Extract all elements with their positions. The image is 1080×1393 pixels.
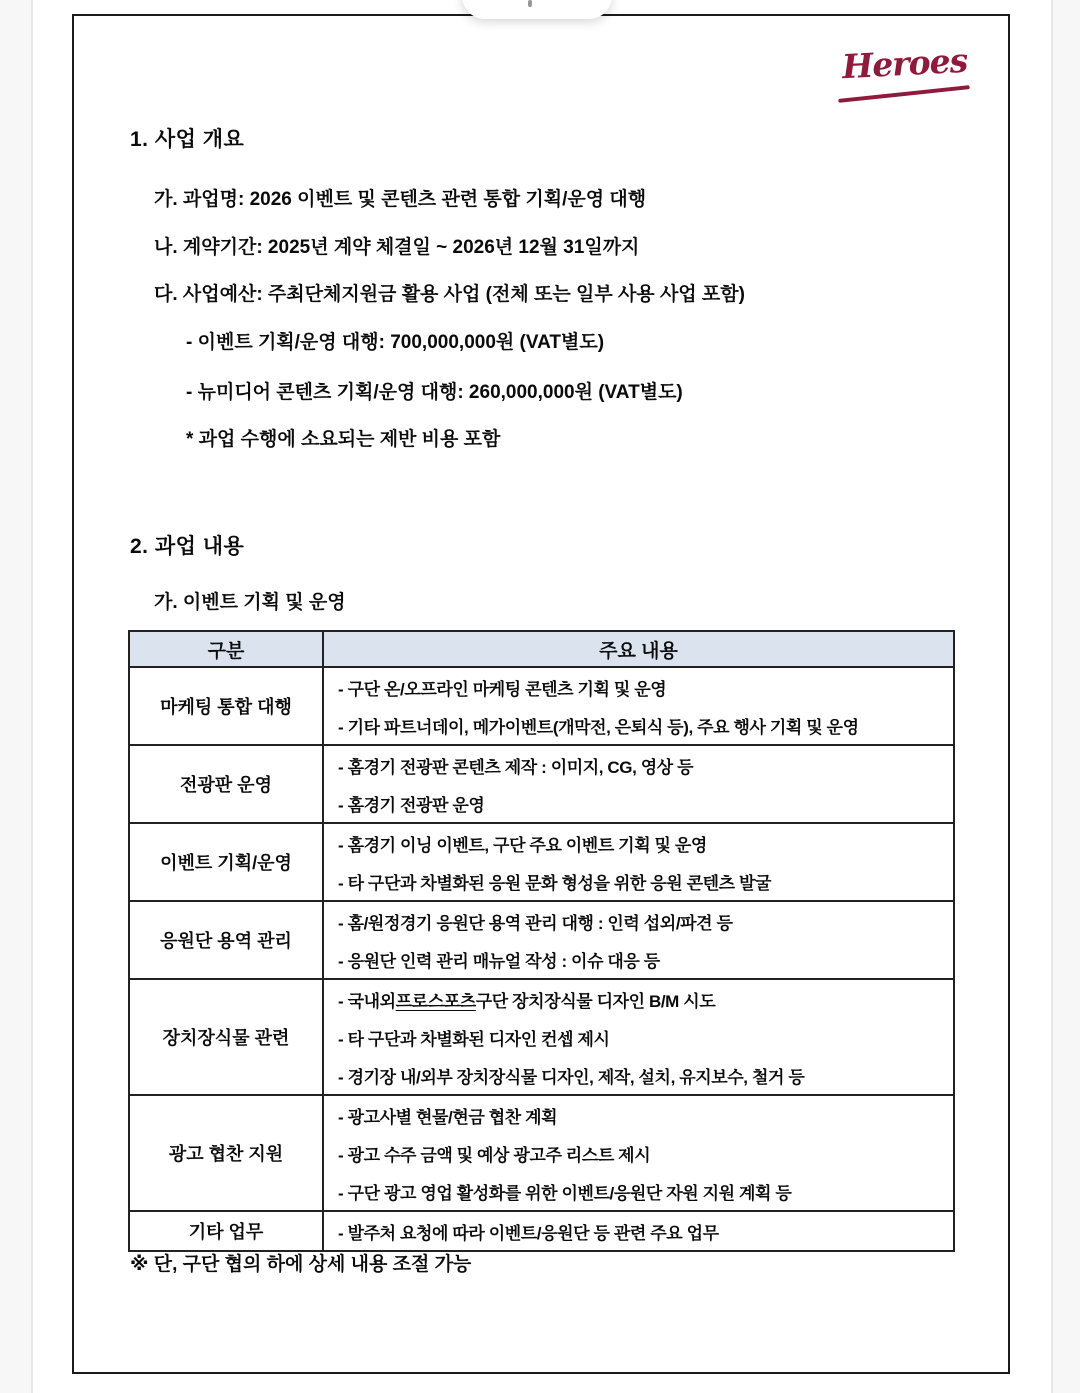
table-cell-details xyxy=(323,667,954,745)
section1-item-contract-period: 나. 계약기간: 2025년 계약 체결일 ~ 2026년 12월 31일까지 xyxy=(154,237,640,258)
detail-line: - 타 구단과 차별화된 응원 문화 형성을 위한 응원 콘텐츠 발굴 xyxy=(338,873,772,893)
table-cell-category: 기타 업무 xyxy=(129,1211,323,1251)
detail-line: - 발주처 요청에 따라 이벤트/응원단 등 관련 주요 업무 xyxy=(338,1223,719,1243)
section1-item-budget: 다. 사업예산: 주최단체지원금 활용 사업 (전체 또는 일부 사용 사업 포함) xyxy=(154,284,745,305)
table-row xyxy=(129,745,954,823)
table-cell-category: 장치장식물 관련 xyxy=(129,979,323,1095)
table-cell-category: 응원단 용역 관리 xyxy=(129,901,323,979)
detail-line: - 구단 온/오프라인 마케팅 콘텐츠 기획 및 운영 xyxy=(338,679,667,699)
detail-line: - 경기장 내/외부 장치장식물 디자인, 제작, 설치, 유지보수, 철거 등 xyxy=(338,1067,805,1087)
table-cell-details xyxy=(323,1095,954,1211)
heroes-logo-swoosh-icon xyxy=(838,85,970,103)
table-cell-category: 광고 협찬 지원 xyxy=(129,1095,323,1211)
heroes-logo-text: Heroes xyxy=(841,40,969,87)
detail-line: - 홈경기 전광판 운영 xyxy=(338,795,485,815)
budget-sub-item-event: - 이벤트 기획/운영 대행: 700,000,000원 (VAT별도) xyxy=(186,332,605,353)
toolbar-handle-icon xyxy=(528,0,532,7)
table-cell-category: 전광판 운영 xyxy=(129,745,323,823)
table-row xyxy=(129,823,954,901)
detail-line: - 타 구단과 차별화된 디자인 컨셉 제시 xyxy=(338,1029,610,1049)
detail-line: - 홈경기 이닝 이벤트, 구단 주요 이벤트 기획 및 운영 xyxy=(338,835,707,855)
table-cell-category: 마케팅 통합 대행 xyxy=(129,667,323,745)
table-row xyxy=(129,1211,954,1251)
table-cell-details xyxy=(323,979,954,1095)
budget-note: * 과업 수행에 소요되는 제반 비용 포함 xyxy=(186,429,501,450)
detail-line: - 응원단 인력 관리 매뉴얼 작성 : 이슈 대응 등 xyxy=(338,951,660,971)
floating-toolbar[interactable] xyxy=(462,0,612,19)
section2-title: 2. 과업 내용 xyxy=(130,535,245,558)
table-cell-details xyxy=(323,901,954,979)
budget-sub-item-newmedia: - 뉴미디어 콘텐츠 기획/운영 대행: 260,000,000원 (VAT별도) xyxy=(186,382,683,403)
detail-line: - 광고 수주 금액 및 예상 광고주 리스트 제시 xyxy=(338,1145,651,1165)
left-gutter xyxy=(0,0,33,1393)
document-page xyxy=(72,14,1010,1374)
table-header-row xyxy=(129,631,954,667)
section1-item-task-name: 가. 과업명: 2026 이벤트 및 콘텐츠 관련 통합 기획/운영 대행 xyxy=(154,189,647,210)
table-footnote: ※ 단, 구단 협의 하에 상세 내용 조절 가능 xyxy=(130,1254,472,1275)
section2-subtitle: 가. 이벤트 기획 및 운영 xyxy=(154,592,346,613)
table-header-category: 구분 xyxy=(129,631,323,667)
table-cell-details xyxy=(323,1211,954,1251)
detail-line: - 광고사별 현물/현금 협찬 계획 xyxy=(338,1107,558,1127)
table-row xyxy=(129,1095,954,1211)
right-gutter xyxy=(1051,0,1080,1393)
detail-line: - 홈/원정경기 응원단 용역 관리 대행 : 인력 섭외/파견 등 xyxy=(338,913,733,933)
section1-title: 1. 사업 개요 xyxy=(130,128,245,151)
table-cell-details xyxy=(323,823,954,901)
table-row xyxy=(129,979,954,1095)
task-table xyxy=(128,630,955,1252)
table-cell-details xyxy=(323,745,954,823)
table-header-details: 주요 내용 xyxy=(323,631,954,667)
detail-line: - 기타 파트너데이, 메가이벤트(개막전, 은퇴식 등), 주요 행사 기획 및 운영 xyxy=(338,717,859,737)
task-table-body xyxy=(129,667,954,1251)
detail-line: - 홈경기 전광판 콘텐츠 제작 : 이미지, CG, 영상 등 xyxy=(338,757,694,777)
detail-line: - 구단 광고 영업 활성화를 위한 이벤트/응원단 자원 지원 계획 등 xyxy=(338,1183,792,1203)
table-row xyxy=(129,667,954,745)
table-cell-category: 이벤트 기획/운영 xyxy=(129,823,323,901)
table-row xyxy=(129,901,954,979)
detail-line: - 국내외 프로스포츠 구단 장치장식물 디자인 B/M 시도 xyxy=(338,991,716,1011)
heroes-logo xyxy=(841,40,972,100)
